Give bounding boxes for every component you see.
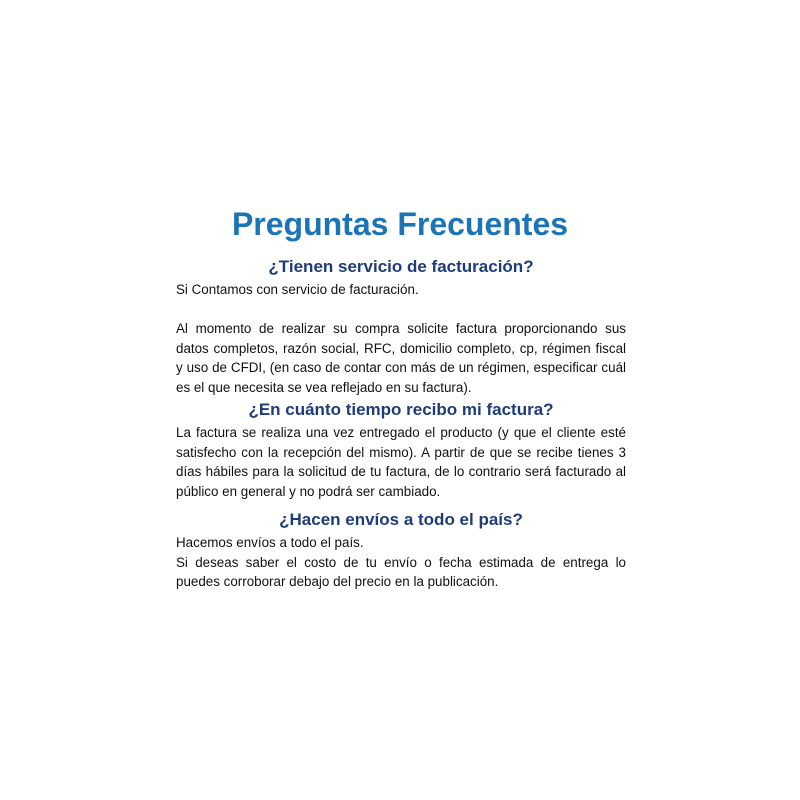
faq-answer: Si deseas saber el costo de tu envío o fecha estimada de entrega lo puedes corroborar debajo del precio en la publicación. — [176, 554, 626, 589]
faq-item-billing — [176, 255, 626, 397]
faq-answer: Al momento de realizar su compra solicite factura proporcionando sus datos completos, razón social, RFC, domicilio completo, cp, régimen fiscal y uso de CFDI, (en caso de contar con más de un régimen, especificar cuál es el que necesita se vea reflejado en su factura). — [176, 321, 626, 395]
faq-item-shipping — [176, 508, 626, 592]
faq-answer: La factura se realiza una vez entregado el producto (y que el cliente esté satisfecho con la recepción del mismo). A partir de que se recibe tienes 3 días hábiles para la solicitud de tu factura, de lo contrario será facturado al público en general y no podrá ser cambiado. — [176, 425, 626, 499]
faq-answer: Hacemos envíos a todo el país. — [176, 535, 364, 550]
faq-answer: Si Contamos con servicio de facturación. — [176, 282, 419, 297]
faq-item-invoice-time — [176, 398, 626, 501]
faq-question: ¿Hacen envíos a todo el país? — [279, 510, 523, 529]
faq-question: ¿Tienen servicio de facturación? — [268, 257, 534, 276]
faq-question: ¿En cuánto tiempo recibo mi factura? — [248, 400, 554, 419]
page-title: Preguntas Frecuentes — [231, 206, 569, 242]
